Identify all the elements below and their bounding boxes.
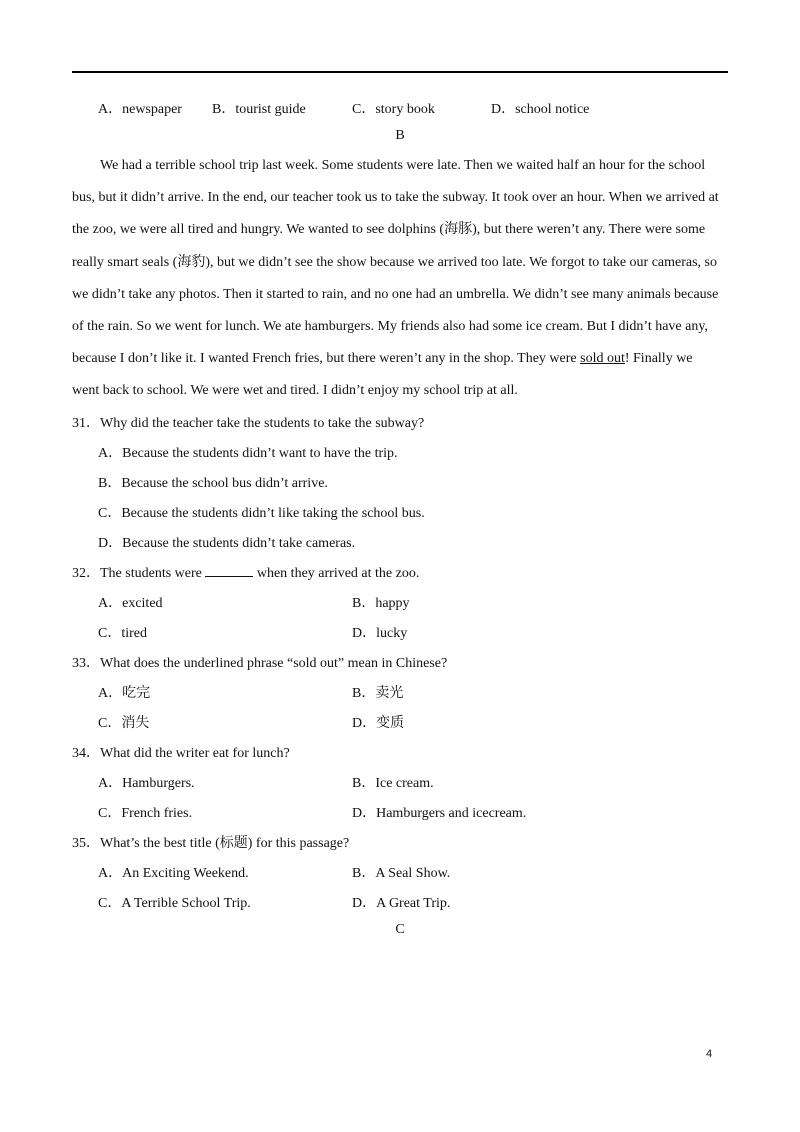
passage-text: ! Finally we: [624, 351, 693, 367]
passage: [72, 150, 728, 408]
question-34-option-c: C．French fries.: [98, 806, 193, 821]
question-31-option-b: B．Because the school bus didn’t arrive.: [98, 476, 328, 491]
question-33-stem: 33．What does the underlined phrase “sold out” mean in Chinese?: [72, 656, 448, 671]
underlined-phrase: sold out: [580, 351, 625, 367]
question-34-option-a: A．Hamburgers.: [98, 776, 195, 791]
question-35-option-c: C．A Terrible School Trip.: [98, 896, 251, 911]
header-rule: [72, 71, 728, 73]
prev-option-c: C．story book: [352, 102, 435, 117]
section-heading-c: C: [395, 922, 405, 937]
question-34-option-d: D．Hamburgers and icecream.: [352, 806, 527, 821]
passage-line: of the rain. So we went for lunch. We ate hamburgers. My friends also had some ice cream. But I didn’t have any,: [72, 319, 708, 335]
question-33-option-c: C．消失: [98, 716, 150, 731]
question-32-stem: [72, 562, 419, 582]
question-34-option-b: B．Ice cream.: [352, 776, 434, 791]
question-33-option-d: D．变质: [352, 716, 405, 731]
question-32-stem-text: when they arrived at the zoo.: [253, 566, 420, 581]
question-31-option-a: A．Because the students didn’t want to have the trip.: [98, 446, 398, 461]
question-35-option-b: B．A Seal Show.: [352, 866, 451, 881]
passage-line: We had a terrible school trip last week. Some students were late. Then we waited half an hour for the school: [100, 158, 706, 173]
passage-line: [72, 343, 728, 375]
page-number: 4: [706, 1048, 713, 1060]
question-31-option-c: C．Because the students didn’t like taking the school bus.: [98, 506, 425, 521]
prev-option-a: A．newspaper: [98, 102, 182, 117]
passage-line: really smart seals (海豹), but we didn’t see the show because we arrived too late. We forgot to take our cameras, so: [72, 254, 718, 270]
section-heading-b: B: [395, 128, 405, 143]
passage-line: bus, but it didn’t arrive. In the end, our teacher took us to take the subway. It took over an hour. When we arrived at: [72, 190, 719, 206]
passage-line: the zoo, we were all tired and hungry. We wanted to see dolphins (海豚), but there weren’t any. There were some: [72, 222, 706, 238]
answer-blank: [205, 564, 253, 577]
question-32-option-a: A．excited: [98, 596, 163, 611]
prev-option-b: B．tourist guide: [212, 102, 306, 117]
question-35-option-d: D．A Great Trip.: [352, 896, 451, 911]
prev-option-d: D．school notice: [491, 102, 590, 117]
question-33-option-a: A．吃完: [98, 686, 151, 701]
question-35-option-a: A．An Exciting Weekend.: [98, 866, 249, 881]
question-32-option-c: C．tired: [98, 626, 147, 641]
question-32-option-b: B．happy: [352, 596, 410, 611]
question-32-option-d: D．lucky: [352, 626, 408, 641]
question-32-stem-text: 32．The students were: [72, 566, 206, 581]
question-34-stem: 34．What did the writer eat for lunch?: [72, 746, 290, 761]
question-31-stem: 31．Why did the teacher take the students to take the subway?: [72, 416, 425, 431]
question-35-stem: 35．What’s the best title (标题) for this passage?: [72, 836, 350, 851]
passage-text: because I don’t like it. I wanted French fries, but there weren’t any in the shop. They were: [72, 351, 581, 367]
question-33-option-b: B．卖光: [352, 686, 404, 701]
question-31-option-d: D．Because the students didn’t take cameras.: [98, 536, 356, 551]
passage-line: went back to school. We were wet and tired. I didn’t enjoy my school trip at all.: [72, 383, 518, 399]
passage-line: we didn’t take any photos. Then it started to rain, and no one had an umbrella. We didn’t see many animals because: [72, 286, 719, 302]
